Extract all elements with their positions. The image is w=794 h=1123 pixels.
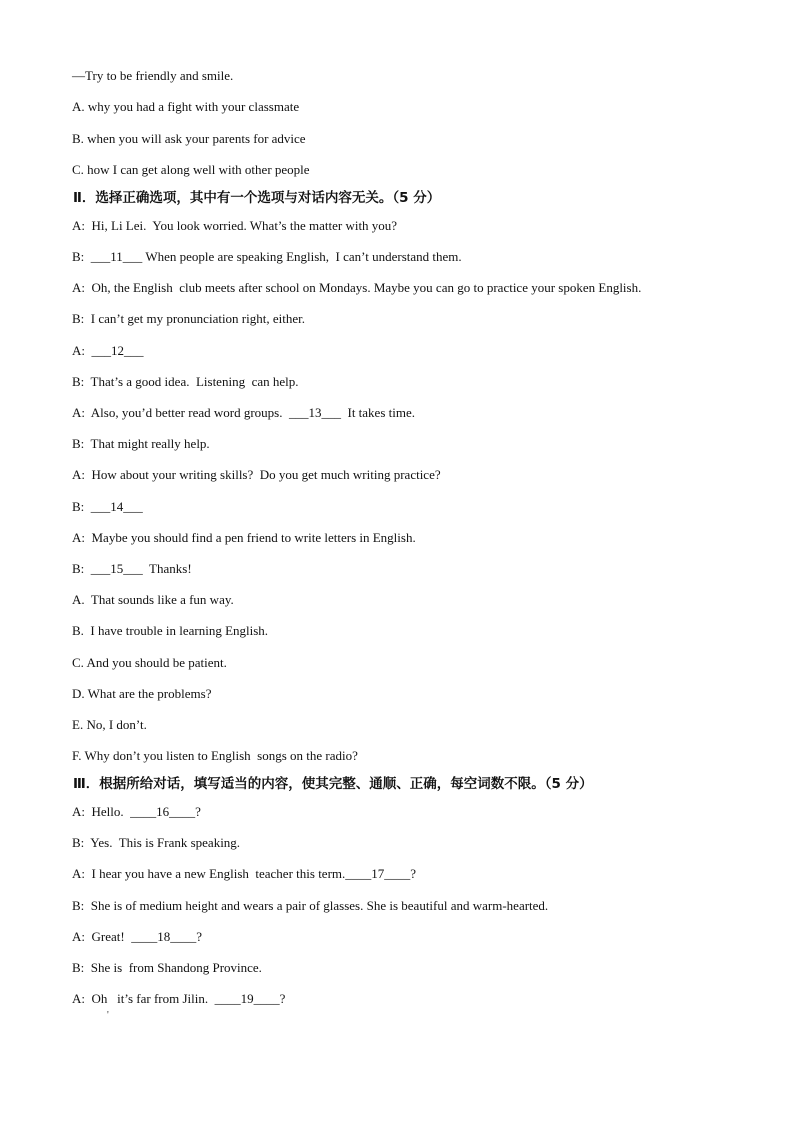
section-2-heading: Ⅱ．选择正确选项，其中有一个选项与对话内容无关。（5 分） — [73, 190, 441, 206]
dialogue-line: A: ___12___ — [72, 343, 144, 358]
option-line: E. No, I don’t. — [72, 717, 147, 732]
option-line: F. Why don’t you listen to English songs on the radio? — [72, 748, 358, 763]
dialogue-line: B: That’s a good idea. Listening can help. — [72, 374, 299, 389]
dialogue-line: A: Oh it’s far from Jilin. ____19____? — [72, 991, 286, 1006]
option-c-line: C. how I can get along well with other people — [72, 162, 310, 177]
dialogue-line: A: Great! ____18____? — [72, 929, 202, 944]
dialogue-reply-line: —Try to be friendly and smile. — [72, 68, 234, 83]
dialogue-line: A: Oh, the English club meets after school on Mondays. Maybe you can go to practice your spoken English. — [72, 280, 642, 295]
dialogue-line: B: She is of medium height and wears a pair of glasses. She is beautiful and warm-hearted. — [72, 898, 549, 913]
dialogue-line: B: ___14___ — [72, 499, 143, 514]
option-b-line: B. when you will ask your parents for advice — [72, 131, 306, 146]
dialogue-line: B: ___11___ When people are speaking English, I can’t understand them. — [72, 249, 462, 264]
dialogue-line: B: She is from Shandong Province. — [72, 960, 262, 975]
dialogue-line: A: Hi, Li Lei. You look worried. What’s the matter with you? — [72, 218, 398, 233]
option-line: D. What are the problems? — [72, 686, 212, 701]
dialogue-line: B: That might really help. — [72, 436, 210, 451]
dialogue-line: A: Maybe you should find a pen friend to write letters in English. — [72, 530, 416, 545]
stray-mark: ' — [107, 1010, 109, 1021]
dialogue-line: A: Hello. ____16____? — [72, 804, 201, 819]
dialogue-line: A: Also, you’d better read word groups. ___13___ It takes time. — [72, 405, 415, 420]
dialogue-line: B: I can’t get my pronunciation right, either. — [72, 311, 305, 326]
option-line: C. And you should be patient. — [72, 655, 227, 670]
option-a-line: A. why you had a fight with your classmate — [72, 99, 300, 114]
dialogue-line: A: How about your writing skills? Do you get much writing practice? — [72, 467, 441, 482]
dialogue-line: B: Yes. This is Frank speaking. — [72, 835, 241, 850]
section-3-heading: Ⅲ．根据所给对话，填写适当的内容，使其完整、通顺、正确，每空词数不限。（5 分） — [73, 776, 593, 792]
option-line: A. That sounds like a fun way. — [72, 592, 234, 607]
dialogue-line: A: I hear you have a new English teacher this term.____17____? — [72, 866, 417, 881]
dialogue-line: B: ___15___ Thanks! — [72, 561, 192, 576]
option-line: B. I have trouble in learning English. — [72, 623, 269, 638]
